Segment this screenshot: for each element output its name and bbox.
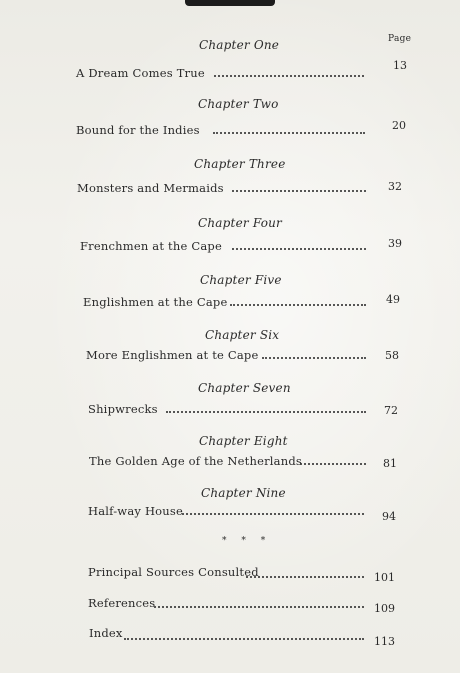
toc-page-number: 20 xyxy=(392,119,406,132)
dot-leader xyxy=(232,246,366,250)
toc-page-number: 94 xyxy=(382,510,396,523)
toc-page-number: 49 xyxy=(386,293,400,306)
chapter-heading: Chapter Six xyxy=(205,328,280,342)
dot-leader xyxy=(230,302,366,306)
toc-page-number: 101 xyxy=(374,571,395,584)
toc-entry-title: Principal Sources Consulted xyxy=(88,565,259,579)
toc-entry-title: Shipwrecks xyxy=(88,402,158,416)
dot-leader xyxy=(166,409,366,413)
toc-entry-title: Monsters and Mermaids xyxy=(77,181,224,195)
page-edge-shadow xyxy=(185,0,275,6)
toc-entry-title: Bound for the Indies xyxy=(76,123,200,137)
chapter-heading: Chapter Three xyxy=(194,157,286,171)
toc-entry-title: A Dream Comes True xyxy=(76,66,205,80)
dot-leader xyxy=(262,355,366,359)
chapter-heading: Chapter Eight xyxy=(199,434,288,448)
dot-leader xyxy=(214,73,364,77)
toc-page-number: 81 xyxy=(383,457,397,470)
toc-page-number: 109 xyxy=(374,602,395,615)
dot-leader xyxy=(246,574,364,578)
toc-page-number: 13 xyxy=(393,59,407,72)
toc-entry-title: References xyxy=(88,596,156,610)
dot-leader xyxy=(213,130,365,134)
chapter-heading: Chapter Four xyxy=(198,216,282,230)
dot-leader xyxy=(232,188,366,192)
toc-page-number: 58 xyxy=(385,349,399,362)
toc-entry-title: Englishmen at the Cape xyxy=(83,295,228,309)
dot-leader xyxy=(182,511,364,515)
chapter-heading: Chapter Nine xyxy=(201,486,286,500)
toc-entry-title: More Englishmen at te Cape xyxy=(86,348,259,362)
toc-page-number: 72 xyxy=(384,404,398,417)
toc-entry-title: Half-way House xyxy=(88,504,184,518)
toc-entry-title: Index xyxy=(89,626,123,640)
toc-entry-title: The Golden Age of the Netherlands xyxy=(89,454,303,468)
toc-page-number: 39 xyxy=(388,237,402,250)
section-separator: * * * xyxy=(222,536,272,546)
dot-leader xyxy=(300,461,366,465)
dot-leader xyxy=(154,604,364,608)
toc-entry-title: Frenchmen at the Cape xyxy=(80,239,222,253)
chapter-heading: Chapter One xyxy=(199,38,280,52)
toc-page-number: 32 xyxy=(388,180,402,193)
dot-leader xyxy=(124,636,364,640)
chapter-heading: Chapter Five xyxy=(200,273,282,287)
page-column-label: Page xyxy=(388,34,412,44)
chapter-heading: Chapter Two xyxy=(198,97,279,111)
chapter-heading: Chapter Seven xyxy=(198,381,291,395)
toc-page-number: 113 xyxy=(374,635,395,648)
